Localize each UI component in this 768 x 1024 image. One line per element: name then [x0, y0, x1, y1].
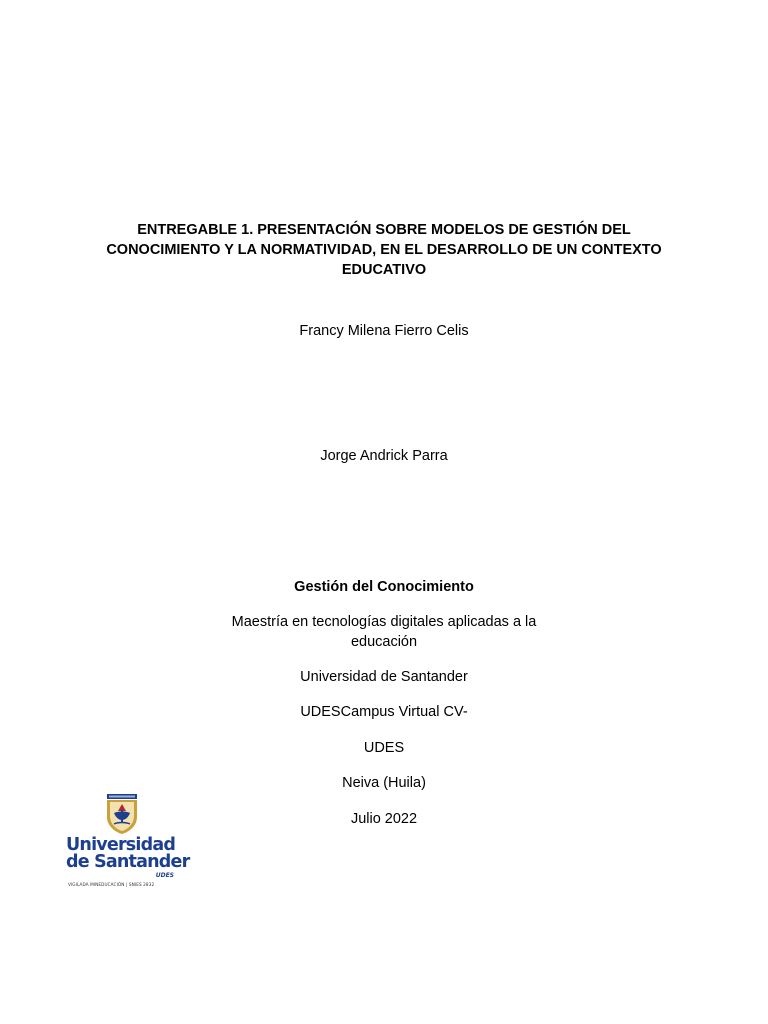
document-title	[70, 220, 698, 280]
title-line-2: CONOCIMIENTO Y LA NORMATIVIDAD, EN EL DESARROLLO DE UN CONTEXTO	[106, 242, 662, 258]
logo-tagline: VIGILADA MINEDUCACIÓN | SNIES 2832	[68, 882, 155, 887]
campus-line-1: UDESCampus Virtual CV-	[300, 704, 468, 720]
date: Julio 2022	[350, 811, 418, 827]
logo-abbreviation: UDES	[155, 872, 174, 879]
logo-wordmark	[66, 835, 190, 872]
program-line-1: Maestría en tecnologías digitales aplicadas a la	[231, 614, 537, 630]
city: Neiva (Huila)	[342, 775, 426, 791]
university-logo	[66, 793, 190, 893]
shield-icon	[105, 793, 139, 835]
title-line-3: EDUCATIVO	[341, 262, 427, 278]
logo-line-1: Universidad	[66, 835, 176, 855]
author-1: Francy Milena Fierro Celis	[299, 323, 469, 339]
university-name: Universidad de Santander	[300, 669, 468, 685]
logo-line-2: de Santander	[66, 852, 190, 872]
campus-line-2: UDES	[363, 740, 405, 756]
course-name: Gestión del Conocimiento	[294, 579, 474, 595]
program-name	[184, 612, 584, 652]
title-line-1: ENTREGABLE 1. PRESENTACIÓN SOBRE MODELOS DE GESTIÓN DEL	[137, 222, 631, 238]
author-2: Jorge Andrick Parra	[320, 448, 448, 464]
program-line-2: educación	[350, 634, 418, 650]
